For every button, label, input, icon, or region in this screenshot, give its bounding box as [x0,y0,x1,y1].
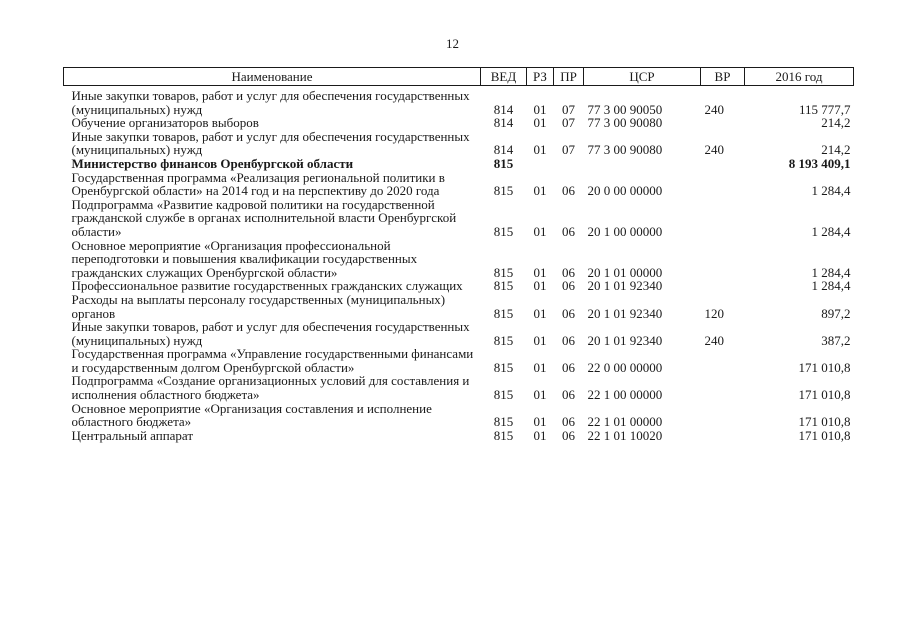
table-row [64,429,854,443]
row-rz: 01 [533,427,547,443]
row-pr: 06 [562,359,575,375]
row-rz: 01 [533,359,547,375]
table-row [64,116,854,130]
row-csr: 20 1 01 92340 [587,305,663,321]
row-name: Основное мероприятие «Организация профессиональной переподготовки и повышения квалификации государственных гражданских служащих Оренбургской области» [71,237,418,280]
row-vr: 240 [704,332,724,348]
row-name: Профессиональное развитие государственных гражданских служащих [71,278,463,294]
row-csr: 22 1 01 00000 [587,414,663,430]
row-pr: 06 [562,305,575,321]
header-ved: ВЕД [481,68,527,86]
table-row [64,86,854,117]
row-pr: 06 [562,332,575,348]
row-rz: 01 [533,223,547,239]
row-ved: 814 [493,142,514,158]
row-pr: 06 [562,183,575,199]
row-rz: 01 [533,264,547,280]
row-ved: 815 [493,278,514,294]
row-rz: 01 [533,387,547,403]
row-name: Министерство финансов Оренбургской области [71,155,354,171]
row-vr [701,198,745,239]
row-name: Иные закупки товаров, работ и услуг для обеспечения государственных (муниципальных) нужд [71,88,470,117]
row-ved: 815 [493,183,514,199]
row-ved: 815 [493,155,514,171]
row-vr [701,402,745,429]
row-name: Иные закупки товаров, работ и услуг для обеспечения государственных (муниципальных) нужд [71,128,470,158]
page-number: 12 [446,36,459,51]
row-rz: 01 [533,115,547,131]
row-ved: 815 [493,359,514,375]
table-row [64,402,854,429]
row-name: Обучение организаторов выборов [71,115,259,131]
row-rz: 01 [533,101,547,117]
row-vr: 120 [704,305,724,321]
table-row [64,239,854,280]
row-rz: 01 [533,305,547,321]
row-rz: 01 [533,142,547,158]
row-amount: 1 284,4 [811,223,851,239]
row-csr: 22 1 01 10020 [587,427,663,443]
header-csr: ЦСР [584,68,701,86]
header-name: Наименование [64,68,481,86]
row-ved: 815 [493,427,514,443]
table-row [64,279,854,293]
row-rz: 01 [533,414,547,430]
row-amount: 171 010,8 [798,427,851,443]
row-csr: 77 3 00 90080 [587,115,663,131]
header-year: 2016 год [745,68,854,86]
row-name: Государственная программа «Управление государственными финансами и государственным долгом Оренбургской области» [71,346,474,375]
row-csr: 20 1 01 92340 [587,278,663,294]
row-rz [527,157,554,171]
row-name: Подпрограмма «Создание организационных условий для составления и исполнения областного бюджета» [71,373,470,403]
row-ved: 815 [493,305,514,321]
row-pr: 06 [562,387,575,403]
header-rz: РЗ [527,68,554,86]
row-amount: 171 010,8 [798,414,851,430]
row-csr: 77 3 00 90080 [587,142,663,158]
row-name: Центральный аппарат [71,427,194,443]
row-csr: 20 1 01 00000 [587,264,663,280]
row-vr [701,279,745,293]
header-pr: ПР [554,68,584,86]
row-rz: 01 [533,278,547,294]
table-header-row [64,68,854,86]
row-csr: 77 3 00 90050 [587,101,663,117]
row-vr [701,429,745,443]
row-vr [701,239,745,280]
row-pr [554,157,584,171]
table-row [64,320,854,347]
row-ved: 815 [493,332,514,348]
row-pr: 07 [562,101,575,117]
row-pr: 06 [562,223,575,239]
row-ved: 815 [493,414,514,430]
row-vr: 240 [704,142,724,158]
row-pr: 06 [562,264,575,280]
row-rz: 01 [533,183,547,199]
table-row [64,293,854,320]
row-ved: 815 [493,264,514,280]
row-csr: 22 1 00 00000 [587,387,663,403]
row-amount: 214,2 [821,115,851,131]
row-amount: 897,2 [821,305,851,321]
table-row [64,347,854,374]
row-vr [701,347,745,374]
row-amount: 214,2 [821,142,851,158]
header-vr: ВР [701,68,745,86]
row-vr: 240 [704,101,724,117]
row-csr: 20 1 00 00000 [587,223,663,239]
row-amount: 1 284,4 [811,278,851,294]
row-amount: 171 010,8 [798,359,851,375]
table-row [64,157,854,171]
row-pr: 07 [562,115,575,131]
table-row [64,171,854,198]
row-vr [701,171,745,198]
row-name: Расходы на выплаты персоналу государственных (муниципальных) органов [71,291,446,321]
row-pr: 07 [562,142,575,158]
row-amount: 387,2 [821,332,851,348]
row-ved: 814 [493,101,514,117]
row-ved: 815 [493,223,514,239]
row-amount: 115 777,7 [798,101,851,117]
row-ved: 815 [493,387,514,403]
row-amount: 1 284,4 [811,183,851,199]
row-csr [584,157,701,171]
row-csr: 20 1 01 92340 [587,332,663,348]
table-row [64,374,854,401]
row-ved: 814 [493,115,514,131]
row-vr [701,374,745,401]
row-name: Иные закупки товаров, работ и услуг для обеспечения государственных (муниципальных) нужд [71,319,470,348]
row-vr [701,157,745,171]
row-pr: 06 [562,414,575,430]
row-name: Основное мероприятие «Организация составления и исполнение областного бюджета» [71,400,432,430]
row-pr: 06 [562,427,575,443]
row-csr: 20 0 00 00000 [587,183,663,199]
budget-table [63,67,854,442]
row-rz: 01 [533,332,547,348]
row-name: Подпрограмма «Развитие кадровой политики на государственной гражданской службе в органах исполнительной власти Оренбургской области» [71,196,457,239]
row-amount: 1 284,4 [811,264,851,280]
row-amount: 171 010,8 [798,387,851,403]
row-vr [701,116,745,130]
row-name: Государственная программа «Реализация региональной политики в Оренбургской области» на 2014 год и на перспективу до 2020 года [71,169,445,199]
table-row [64,198,854,239]
row-csr: 22 0 00 00000 [587,359,663,375]
table-row [64,130,854,157]
row-amount: 8 193 409,1 [788,155,851,171]
row-pr: 06 [562,278,575,294]
